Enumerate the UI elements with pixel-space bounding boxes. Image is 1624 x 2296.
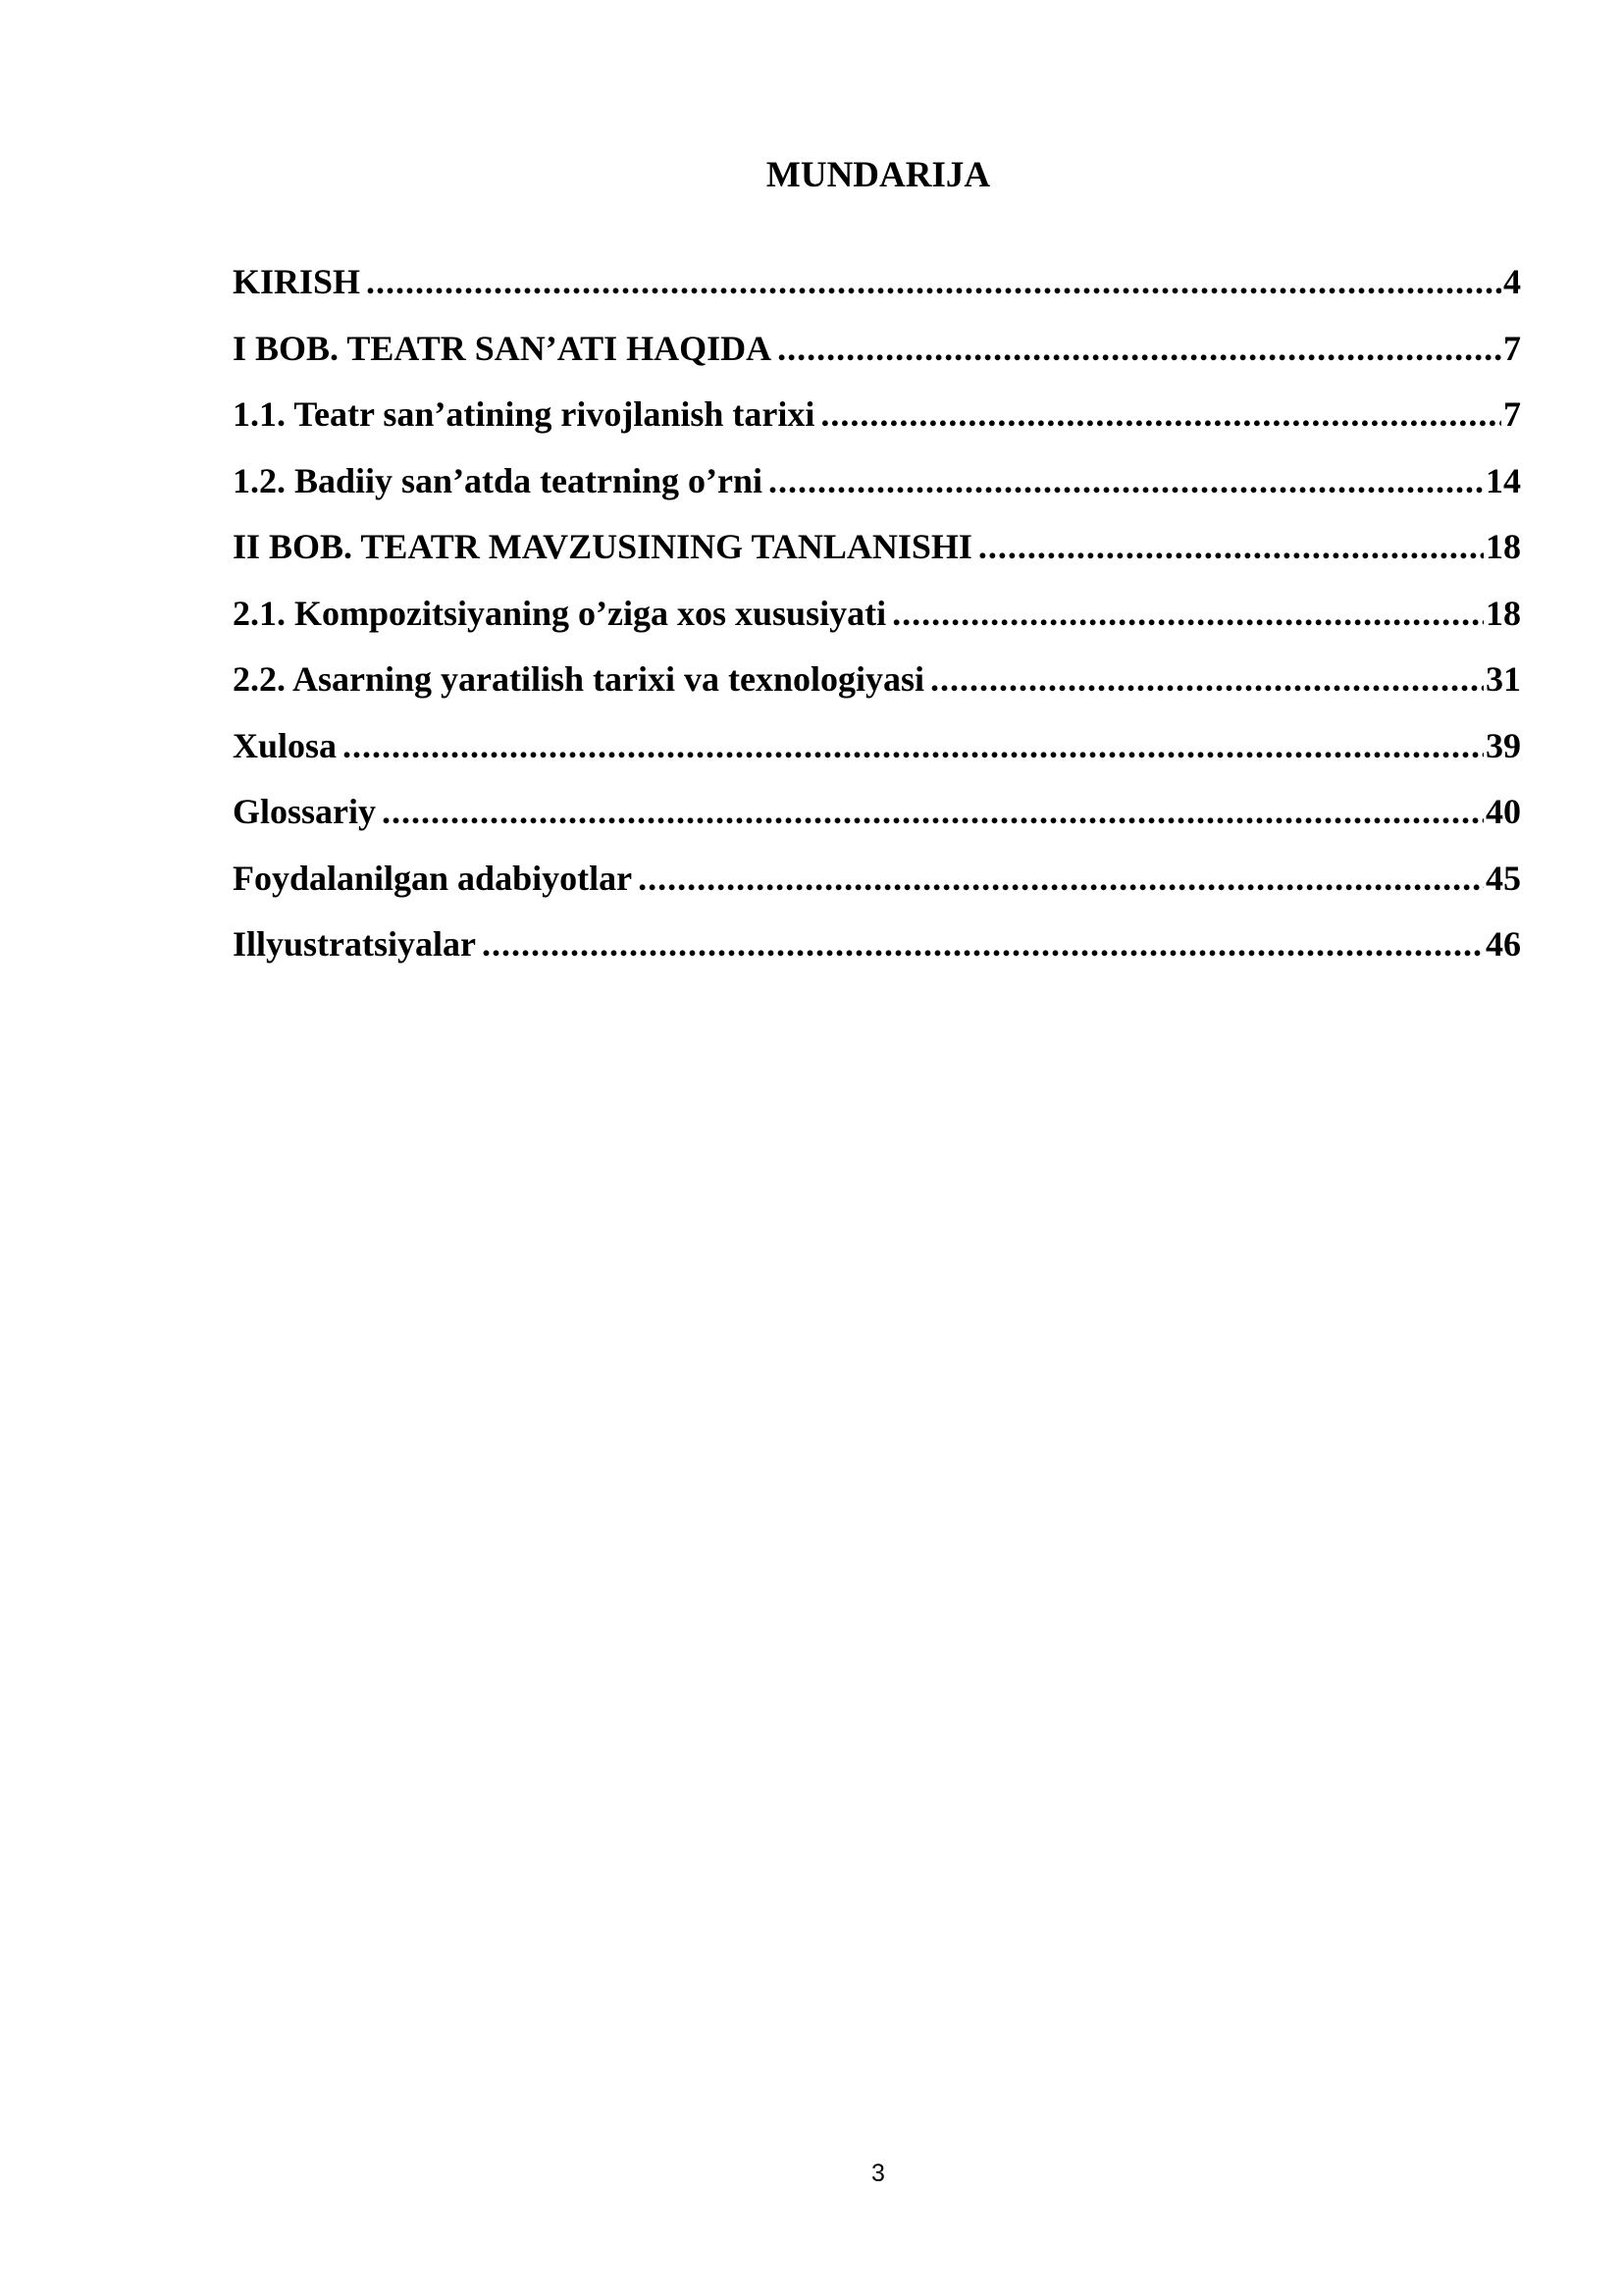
toc-dot-leader (820, 390, 1501, 439)
toc-entry-page: 40 (1486, 792, 1521, 831)
toc-entry-section-2-2[interactable] (233, 654, 1521, 721)
toc-entry-chapter-1[interactable] (233, 324, 1521, 391)
toc-entry-label: I BOB. TEATR SAN’ATI HAQIDA (233, 328, 772, 368)
toc-dot-leader (777, 324, 1501, 373)
toc-dot-leader (768, 456, 1484, 505)
toc-dot-leader (978, 522, 1484, 571)
toc-entry-page: 39 (1486, 725, 1521, 765)
toc-title: MUNDARIJA (765, 155, 991, 195)
toc-entry-page: 14 (1486, 460, 1521, 500)
toc-entry-illyustratsiyalar[interactable] (233, 919, 1521, 986)
toc-entry-xulosa[interactable] (233, 721, 1521, 788)
toc-entry-page: 7 (1503, 328, 1521, 368)
toc-entry-label: Xulosa (233, 725, 338, 765)
page-number: 3 (871, 2160, 885, 2187)
toc-dot-leader (342, 721, 1484, 770)
toc-entry-label: KIRISH (233, 262, 361, 301)
toc-entry-section-1-1[interactable] (233, 390, 1521, 456)
toc-entry-page: 46 (1486, 924, 1521, 964)
toc-entry-section-2-1[interactable] (233, 589, 1521, 655)
toc-entry-kirish[interactable] (233, 257, 1521, 324)
toc-entry-page: 4 (1503, 262, 1521, 301)
toc-dot-leader (382, 787, 1484, 836)
toc-entry-glossariy[interactable] (233, 787, 1521, 854)
toc-entry-label: Glossariy (233, 792, 377, 831)
toc-entry-label: Foydalanilgan adabiyotlar (233, 858, 633, 898)
table-of-contents (233, 257, 1521, 986)
toc-dot-leader (482, 919, 1484, 968)
toc-entry-label: 2.2. Asarning yaratilish tarixi va texnologiyasi (233, 659, 925, 699)
toc-entry-label: 2.1. Kompozitsiyaning o’ziga xos xususiyati (233, 593, 887, 633)
toc-entry-page: 18 (1486, 593, 1521, 633)
toc-entry-page: 18 (1486, 527, 1521, 566)
toc-entry-page: 31 (1486, 659, 1521, 699)
toc-dot-leader (892, 589, 1484, 638)
toc-entry-label: 1.2. Badiiy san’atda teatrning o’rni (233, 460, 763, 500)
toc-dot-leader (638, 854, 1484, 903)
toc-dot-leader (930, 654, 1484, 704)
toc-entry-label: 1.1. Teatr san’atining rivojlanish tarixi (233, 394, 815, 434)
toc-entry-label: II BOB. TEATR MAVZUSINING TANLANISHI (233, 527, 972, 566)
toc-entry-page: 7 (1503, 394, 1521, 434)
toc-entry-page: 45 (1486, 858, 1521, 898)
toc-entry-section-1-2[interactable] (233, 456, 1521, 523)
toc-entry-adabiyotlar[interactable] (233, 854, 1521, 920)
toc-entry-chapter-2[interactable] (233, 522, 1521, 589)
toc-entry-label: Illyustratsiyalar (233, 924, 476, 964)
toc-dot-leader (366, 257, 1501, 306)
